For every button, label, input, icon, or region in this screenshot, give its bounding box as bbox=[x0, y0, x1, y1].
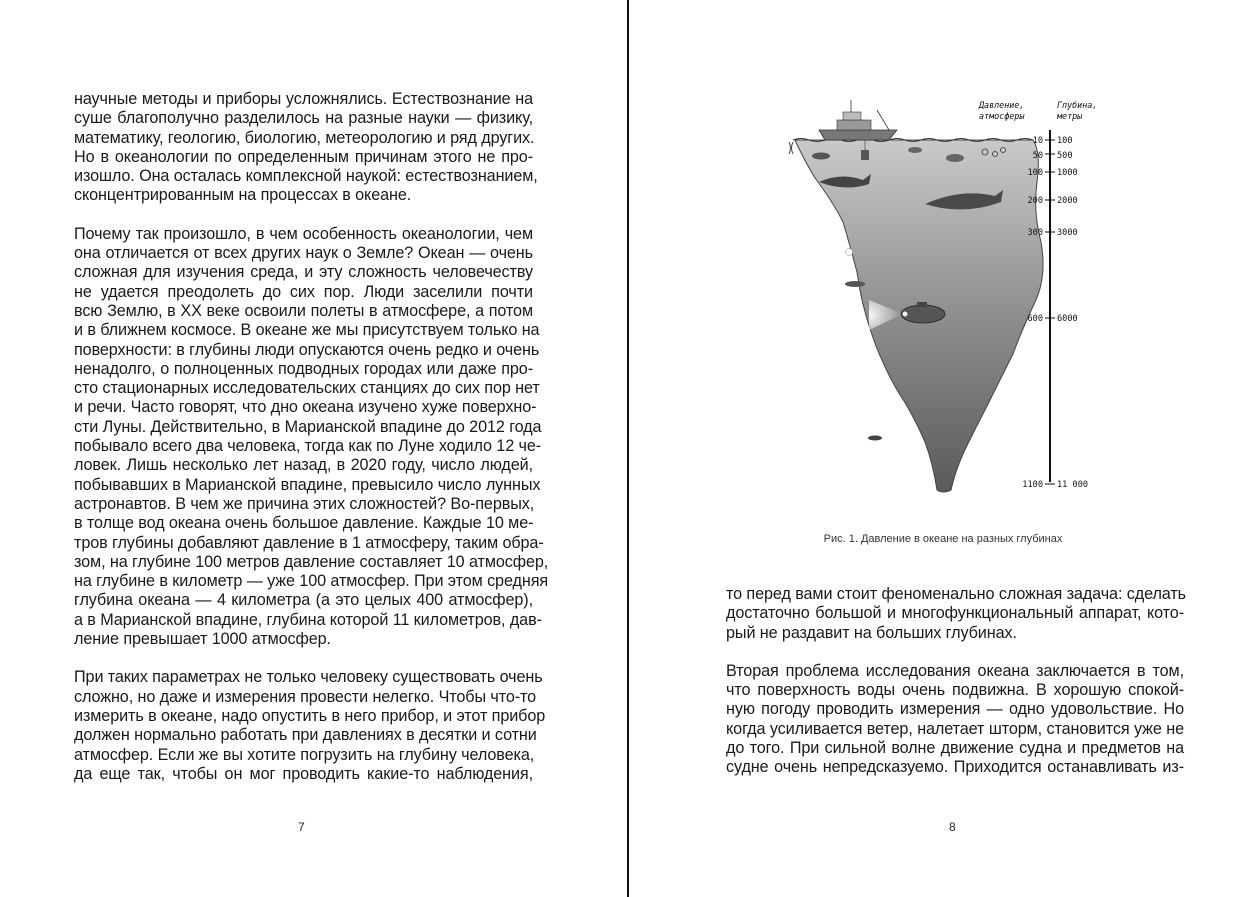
fish-icon bbox=[812, 153, 830, 160]
text-line: не удается преодолеть до сих пор. Люди заселили почти bbox=[74, 282, 533, 301]
pressure-label: 50 bbox=[1032, 151, 1043, 161]
text-line: когда усиливается ветер, налетает шторм, становится уже не bbox=[726, 719, 1184, 738]
text-line: побывало всего два человека, тогда как по Луне ходило 12 че- bbox=[74, 437, 542, 456]
text-line: сконцентрированным на процессах в океане. bbox=[74, 186, 412, 205]
figure-caption: Рис. 1. Давление в океане на разных глубинах bbox=[823, 533, 1063, 545]
left-page bbox=[0, 0, 627, 897]
paragraph bbox=[726, 662, 1184, 778]
text-line: она отличается от всех других наук о Земле? Океан — очень bbox=[74, 244, 533, 263]
pressure-header: Давление, bbox=[979, 100, 1025, 110]
text-line: да еще так, чтобы он мог проводить какие-то наблюдения, bbox=[74, 764, 533, 783]
text-line: ненадолго, о полноценных подводных городах или даже про- bbox=[74, 359, 533, 378]
text-line: то перед вами стоит феноменально сложная задача: сделать bbox=[726, 585, 1186, 603]
text-line: измерить в океане, надо опустить в него прибор, и этот прибор bbox=[74, 706, 546, 725]
text-line: Почему так произошло, в чем особенность океанологии, чем bbox=[74, 224, 533, 243]
text-line: Вторая проблема исследования океана заключается в том, bbox=[726, 661, 1184, 680]
text-line: должен нормально работать при давлениях в десятки и сотни bbox=[74, 726, 537, 745]
text-line: зом, на глубине 100 метров давление составляет 10 атмосфер, bbox=[74, 552, 549, 571]
text-line: математику, геологию, биологию, метеорологию и ряд других. bbox=[74, 128, 535, 147]
pressure-label: 300 bbox=[1027, 228, 1043, 238]
paragraph bbox=[74, 224, 549, 650]
text-line: сложная для изучения среда, и эту сложность человечеству bbox=[74, 263, 533, 282]
depth-header: метры bbox=[1057, 111, 1083, 121]
pressure-header: атмосферы bbox=[979, 111, 1025, 121]
text-line: всю Землю, в XX веке освоили полеты в атмосфере, а потом bbox=[74, 301, 533, 320]
text-line: ловек. Лишь несколько лет назад, в 2020 году, число людей, bbox=[74, 456, 533, 475]
pressure-label: 100 bbox=[1027, 168, 1043, 178]
text-line: до того. При сильной волне движение судна и предметов на bbox=[726, 739, 1184, 758]
pressure-label: 1100 bbox=[1022, 480, 1043, 490]
text-line: атмосфер. Если же вы хотите погрузить на глубину человека, bbox=[74, 745, 535, 764]
probe-instrument-icon bbox=[861, 150, 869, 160]
depth-label: 6000 bbox=[1057, 314, 1078, 324]
paragraph bbox=[726, 585, 1184, 643]
paragraph bbox=[74, 668, 546, 784]
text-line: астронавтов. В чем же причина этих сложностей? Во-первых, bbox=[74, 494, 535, 513]
seaweed-icon bbox=[789, 142, 793, 154]
deep-fish-icon bbox=[868, 436, 882, 441]
depth-label: 100 bbox=[1057, 136, 1073, 146]
text-line: побывавших в Марианской впадине, превысило число лунных bbox=[74, 475, 541, 494]
text-line: Но в океанологии по определенным причинам этого не про- bbox=[74, 147, 533, 166]
text-line: в толще вод океана очень большое давление. Каждые 10 ме- bbox=[74, 514, 534, 533]
text-line: достаточно большой и многофункциональный аппарат, кото- bbox=[726, 604, 1184, 623]
ocean-pressure-figure bbox=[785, 92, 1127, 502]
text-line: сто стационарных исследовательских станциях до сих пор нет bbox=[74, 379, 540, 398]
text-line: тров глубины добавляют давление в 1 атмосферу, таким обра- bbox=[74, 533, 544, 552]
text-line: глубина океана — 4 километра (а это целых 400 атмосфер), bbox=[74, 591, 533, 610]
depth-label: 3000 bbox=[1057, 228, 1078, 238]
text-line: сложно, но даже и измерения провести нелегко. Чтобы что-то bbox=[74, 687, 537, 706]
text-line: и в ближнем космосе. В океане же мы присутствуем только на bbox=[74, 321, 540, 340]
right-page-text bbox=[726, 585, 1184, 778]
text-line: поверхности: в глубины люди опускаются очень редко и очень bbox=[74, 340, 540, 359]
text-line: научные методы и приборы усложнялись. Естествознание на bbox=[74, 90, 533, 108]
text-line: рый не раздавит на больших глубинах. bbox=[726, 623, 1017, 642]
left-page-text bbox=[74, 90, 549, 784]
pressure-label: 10 bbox=[1032, 136, 1043, 146]
depth-label: 1000 bbox=[1057, 168, 1078, 178]
depth-label: 500 bbox=[1057, 151, 1073, 161]
text-line: При таких параметрах не только человеку существовать очень bbox=[74, 668, 543, 687]
turtle-icon bbox=[946, 154, 964, 162]
pressure-label: 600 bbox=[1027, 314, 1043, 324]
text-line: а в Марианской впадине, глубина которой 11 километров, дав- bbox=[74, 610, 542, 629]
page-number: 8 bbox=[949, 820, 956, 834]
text-line: что поверхность воды очень подвижна. В хорошую спокой- bbox=[726, 681, 1184, 700]
text-line: на глубине в километр — уже 100 атмосфер. При этом средняя bbox=[74, 572, 549, 591]
page-number: 7 bbox=[298, 820, 305, 834]
text-line: и речи. Часто говорят, что дно океана изучено хуже поверхно- bbox=[74, 398, 537, 417]
fish-icon bbox=[845, 281, 865, 287]
paragraph bbox=[74, 90, 538, 206]
right-page bbox=[629, 0, 1257, 897]
text-line: ление превышает 1000 атмосфер. bbox=[74, 630, 331, 649]
text-line: судне очень непредсказуемо. Приходится останавливать из- bbox=[726, 758, 1184, 777]
depth-label: 2000 bbox=[1057, 196, 1078, 206]
text-line: суше благополучно разделилось на разные науки — физику, bbox=[74, 109, 533, 128]
pressure-label: 200 bbox=[1027, 196, 1043, 206]
depth-header: Глубина, bbox=[1057, 100, 1098, 110]
glowing-creature-icon bbox=[846, 249, 853, 256]
text-line: сти Луны. Действительно, в Марианской впадине до 2012 года bbox=[74, 417, 542, 436]
text-line: ную погоду проводить измерения — одно удовольствие. Но bbox=[726, 700, 1184, 719]
text-line: изошло. Она осталась комплексной наукой: естествознанием, bbox=[74, 167, 538, 186]
depth-label: 11 000 bbox=[1057, 480, 1089, 490]
fish-icon bbox=[908, 147, 922, 153]
